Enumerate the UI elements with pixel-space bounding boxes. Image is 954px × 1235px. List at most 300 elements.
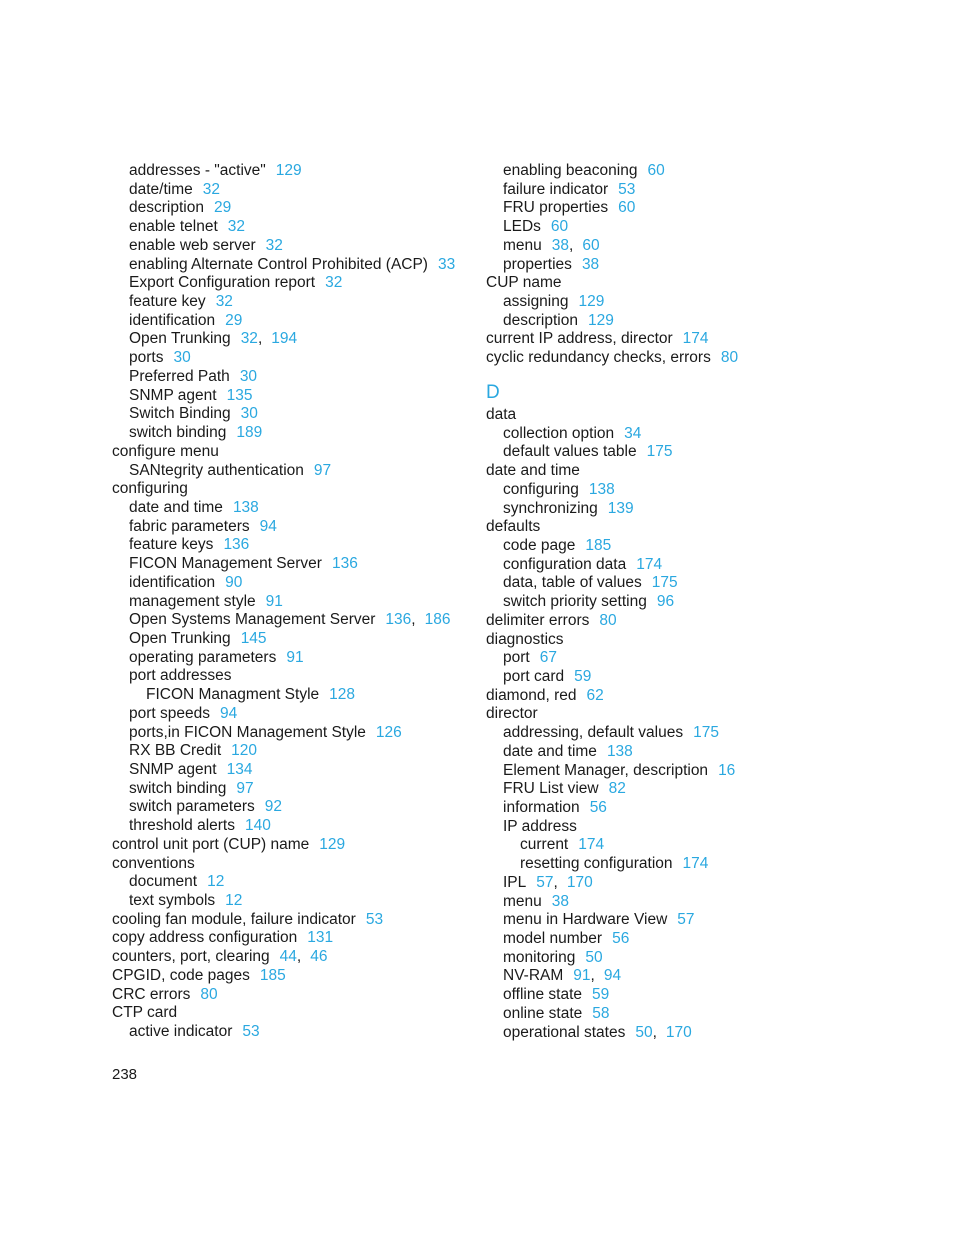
page-references [314,462,331,479]
index-entry [486,312,846,331]
page-references [241,630,267,647]
index-term: date and time [129,498,223,516]
index-term: switch priority setting [503,593,647,611]
index-term: Switch Binding [129,405,231,423]
index-term: fabric parameters [129,517,250,535]
index-entry [486,425,846,444]
index-term: counters, port, clearing [112,948,270,966]
index-entry [112,462,472,481]
page-references [173,349,190,366]
page-references [265,798,282,815]
index-term: port card [503,667,565,685]
page-link[interactable]: 12 [225,892,243,910]
index-entry [112,424,472,443]
page-link[interactable]: 44 [279,948,297,966]
index-entry [486,874,846,893]
index-entry [486,218,846,237]
index-term: configuration data [503,555,627,573]
index-term: port [503,649,530,667]
index-term: CPGID, code pages [112,966,250,984]
page-references [223,536,249,553]
index-term: threshold alerts [129,817,235,835]
index-term: identification [129,573,216,591]
index-entry [112,929,472,948]
index-term: enabling beaconing [503,162,638,179]
index-term: configure menu [112,442,219,460]
page-references [332,555,358,572]
index-term: text symbols [129,892,216,910]
index-term: default values table [503,443,637,461]
page-references [200,986,217,1003]
index-term: code page [503,536,576,554]
page-references [227,761,253,778]
page-references [266,237,283,254]
index-entry [486,855,846,874]
page-references [286,649,303,666]
index-column-right [486,162,846,1042]
index-entry [112,742,472,761]
page-references [635,1024,691,1041]
index-entry [112,218,472,237]
page-link[interactable]: 134 [226,761,253,778]
index-entry [486,462,846,481]
page-link[interactable]: 50 [635,1023,653,1041]
index-term: IP address [503,817,577,835]
page-link[interactable]: 138 [606,742,633,760]
page-number: 238 [112,1066,138,1083]
page-separator: , [553,873,558,891]
index-term: FICON Management Server [129,555,322,573]
page-references [579,293,605,310]
index-term: resetting configuration [520,855,673,873]
page-link[interactable]: 129 [587,311,614,329]
index-term: date and time [503,742,597,760]
page-link[interactable]: 53 [365,910,384,928]
page-references [693,724,719,741]
page-references [592,1005,609,1022]
index-term: menu [503,236,542,254]
index-entry [486,1005,846,1024]
page-link[interactable]: 32 [202,180,221,198]
page-link[interactable]: 94 [603,967,622,985]
index-term: port speeds [129,704,210,722]
page-separator: , [569,236,574,254]
index-entry [486,780,846,799]
page-link[interactable]: 129 [275,162,302,179]
page-references [227,387,253,404]
page-link[interactable]: 32 [215,293,233,311]
page-link[interactable]: 138 [588,480,615,498]
index-term: conventions [112,854,195,872]
index-entry [486,967,846,986]
index-entry [486,518,846,537]
index-entry [486,1024,846,1043]
page-link[interactable]: 16 [718,761,736,779]
index-entry [112,892,472,911]
page-link[interactable]: 128 [329,686,356,704]
index-entry [112,780,472,799]
index-term: LEDs [503,218,541,236]
page-references [266,593,283,610]
page-link[interactable]: 135 [226,386,253,404]
page-references [578,836,604,853]
page-references [225,574,242,591]
page-link[interactable]: 50 [585,948,603,966]
index-term: menu in Hardware View [503,911,668,929]
index-term: feature keys [129,536,214,554]
page-link[interactable]: 97 [313,461,332,479]
index-term: enabling Alternate Control Prohibited (ACP) [129,255,428,273]
index-entry [486,574,846,593]
index-entry [486,724,846,743]
index-term: RX BB Credit [129,742,222,760]
index-entry [486,818,846,837]
page-references [592,986,609,1003]
page-link[interactable]: 53 [242,1023,260,1041]
index-entry [486,687,846,706]
page-link[interactable]: 33 [437,255,456,273]
index-entry [486,274,846,293]
page-link[interactable]: 46 [310,948,328,966]
index-term: operational states [503,1023,626,1041]
page-link[interactable]: 175 [651,574,678,592]
page-link[interactable]: 120 [231,742,258,760]
page-link[interactable]: 91 [265,592,283,610]
page-link[interactable]: 38 [551,236,570,254]
page-references [647,162,664,179]
page-link[interactable]: 60 [647,162,665,179]
page-references [588,312,614,329]
index-entry [486,762,846,781]
page-link[interactable]: 56 [612,930,630,948]
page-references [683,330,709,347]
page-link[interactable]: 185 [585,536,612,554]
index-term: IPL [503,873,527,891]
index-entry [112,405,472,424]
page-link[interactable]: 12 [207,873,225,891]
page-references [214,199,231,216]
index-term: online state [503,1004,583,1022]
index-entry [112,986,472,1005]
page-link[interactable]: 38 [551,892,570,910]
index-entry [486,593,846,612]
index-entry [486,612,846,631]
page-references [585,537,611,554]
index-term: configuring [112,480,188,498]
index-term: addressing, default values [503,724,684,742]
index-entry [112,330,472,349]
page-link[interactable]: 170 [566,873,593,891]
page-link[interactable]: 34 [624,424,642,442]
index-term: port addresses [129,667,232,685]
page-link[interactable]: 56 [589,799,607,816]
page-references [228,218,245,235]
index-term: current [520,836,569,854]
index-entry [112,387,472,406]
page-separator: , [296,948,302,966]
page-link[interactable]: 170 [665,1023,692,1041]
page-references [552,893,569,910]
page-link[interactable]: 186 [424,611,451,629]
page-references [225,892,242,909]
page-link[interactable]: 82 [608,780,626,798]
page-references [385,611,450,628]
page-link[interactable]: 174 [636,555,663,573]
index-term: SNMP agent [129,386,217,404]
index-term: CUP name [486,274,562,292]
page-link[interactable]: 174 [682,855,709,873]
page-references [242,1023,259,1040]
index-entry [486,649,846,668]
index-entry [486,705,846,724]
page-link[interactable]: 97 [236,779,254,797]
page-link[interactable]: 30 [173,349,191,367]
index-entry [486,799,846,818]
page-link[interactable]: 30 [239,367,258,385]
page-link[interactable]: 185 [259,966,286,984]
page-references [552,237,600,254]
index-entry [112,948,472,967]
page-link[interactable]: 194 [271,330,298,348]
index-term: active indicator [129,1023,233,1041]
index-entry [486,930,846,949]
page-link[interactable]: 136 [223,536,250,554]
page-link[interactable]: 59 [574,667,592,685]
index-term: information [503,799,580,816]
index-term: identification [129,311,216,329]
index-entry [486,631,846,650]
index-term: cooling fan module, failure indicator [112,910,356,928]
page-link[interactable]: 59 [592,986,610,1004]
index-entry [486,743,846,762]
page-references [307,929,333,946]
index-entry [112,237,472,256]
page-references [582,256,599,273]
index-entry [112,368,472,387]
index-entry [112,593,472,612]
index-entry [486,556,846,575]
index-entry [112,518,472,537]
page-link[interactable]: 58 [592,1004,610,1022]
index-entry [486,349,846,368]
index-term: FICON Managment Style [146,686,320,704]
index-entry [112,855,472,874]
page-link[interactable]: 96 [656,593,675,611]
index-term: data, table of values [503,574,642,592]
page-link[interactable]: 32 [227,218,246,236]
page-references [599,612,616,629]
index-entry [112,1023,472,1042]
index-entry [486,911,846,930]
page-link[interactable]: 29 [213,199,232,217]
page-references [589,481,615,498]
index-term: monitoring [503,948,576,966]
index-term: defaults [486,518,541,536]
page-link[interactable]: 57 [536,873,554,891]
index-entry [112,836,472,855]
index-term: menu [503,892,542,910]
page-link[interactable]: 139 [607,499,634,517]
page-link[interactable]: 60 [618,199,636,217]
page-references [216,293,233,310]
index-term: offline state [503,986,582,1004]
index-term: switch parameters [129,798,255,816]
index-entry [112,536,472,555]
index-term: properties [503,255,572,273]
page-references [683,855,709,872]
page-references [677,911,694,928]
page-references [220,705,237,722]
page-separator: , [257,330,263,348]
index-term: current IP address, director [486,330,673,348]
index-term: SANtegrity authentication [129,461,304,479]
page-references [647,443,673,460]
page-link[interactable]: 174 [682,330,709,348]
page-references [607,743,633,760]
page-references [618,181,635,198]
page-link[interactable]: 62 [586,686,604,704]
page-references [319,836,345,853]
page-link[interactable]: 38 [581,255,600,273]
page-link[interactable]: 126 [375,723,402,741]
page-link[interactable]: 53 [618,180,636,198]
page-link[interactable]: 30 [240,405,258,423]
page-link[interactable]: 91 [286,648,304,666]
index-entry [112,724,472,743]
index-entry [112,574,472,593]
page-references [551,218,568,235]
page-references [573,967,621,984]
index-entry [112,1004,472,1023]
index-entry [112,443,472,462]
page-link[interactable]: 94 [220,704,238,722]
page-link[interactable]: 136 [385,611,412,629]
page-link[interactable]: 145 [240,629,267,647]
page-link[interactable]: 32 [265,236,283,254]
index-entry [112,256,472,275]
index-term: date/time [129,180,193,198]
page-references [540,649,557,666]
page-separator: , [411,611,416,629]
page-link[interactable]: 32 [325,274,343,292]
page-link[interactable]: 80 [599,611,617,629]
index-entry [112,480,472,499]
index-term: FRU List view [503,780,599,798]
page-link[interactable]: 91 [573,967,591,985]
page-link[interactable]: 60 [582,236,600,254]
page-link[interactable]: 175 [646,443,673,461]
index-term: operating parameters [129,648,277,666]
page-link[interactable]: 32 [240,330,258,348]
page-references [225,312,242,329]
page-references [236,780,253,797]
page-references [325,274,342,291]
page-link[interactable]: 131 [307,929,334,947]
page-references [366,911,383,928]
index-term: ports [129,349,164,367]
index-entry [486,181,846,200]
page-references [236,424,262,441]
index-entry [486,836,846,855]
page-references [608,500,634,517]
index-entry [486,199,846,218]
page-link[interactable]: 129 [319,835,346,853]
index-term: director [486,705,538,723]
index-entry [112,162,472,181]
index-entry [486,443,846,462]
index-entry [112,817,472,836]
page-link[interactable]: 80 [720,349,739,367]
page-link[interactable]: 138 [232,498,259,516]
page-references [438,256,455,273]
index-term: CRC errors [112,985,191,1003]
index-entry [112,911,472,930]
page-link[interactable]: 67 [539,649,557,667]
index-term: switch binding [129,779,227,797]
index-entry [112,349,472,368]
index-entry [112,649,472,668]
page-link[interactable]: 175 [693,724,719,742]
page-references [276,162,302,179]
index-entry [112,798,472,817]
page-references [207,873,224,890]
index-entry [486,293,846,312]
index-term: description [129,199,204,217]
index-entry [112,967,472,986]
page-separator: , [590,967,595,985]
page-link[interactable]: 57 [677,911,695,929]
index-term: model number [503,930,603,948]
index-term: diagnostics [486,630,564,648]
index-section-letter: D [486,381,500,403]
page-references [260,967,286,984]
index-term: switch binding [129,424,227,442]
index-term: control unit port (CUP) name [112,835,310,853]
page-link[interactable]: 92 [264,798,283,816]
page-references [245,817,271,834]
index-entry [112,873,472,892]
index-term: delimiter errors [486,611,590,629]
page-references [241,330,297,347]
page-link[interactable]: 174 [578,836,605,854]
page-link[interactable]: 189 [236,424,263,442]
page-references [280,948,328,965]
page-references [636,556,662,573]
page-link[interactable]: 90 [225,573,243,591]
page-references [260,518,277,535]
index-entry [486,986,846,1005]
page-link[interactable]: 80 [200,985,218,1003]
page-references [624,425,641,442]
index-entry [486,256,846,275]
page-references [612,930,629,947]
index-entry [112,630,472,649]
index-entry [486,237,846,256]
index-entry [486,406,846,425]
page-link[interactable]: 136 [331,555,358,573]
page-link[interactable]: 29 [225,311,243,329]
index-term: document [129,873,198,891]
page-link[interactable]: 60 [550,218,569,236]
page-references [718,762,735,779]
page-link[interactable]: 129 [578,293,605,311]
index-term: description [503,311,578,329]
page-link[interactable]: 140 [244,817,271,835]
page-link[interactable]: 94 [259,517,277,535]
index-entry [486,330,846,349]
page-references [652,574,678,591]
index-term: Preferred Path [129,367,230,385]
